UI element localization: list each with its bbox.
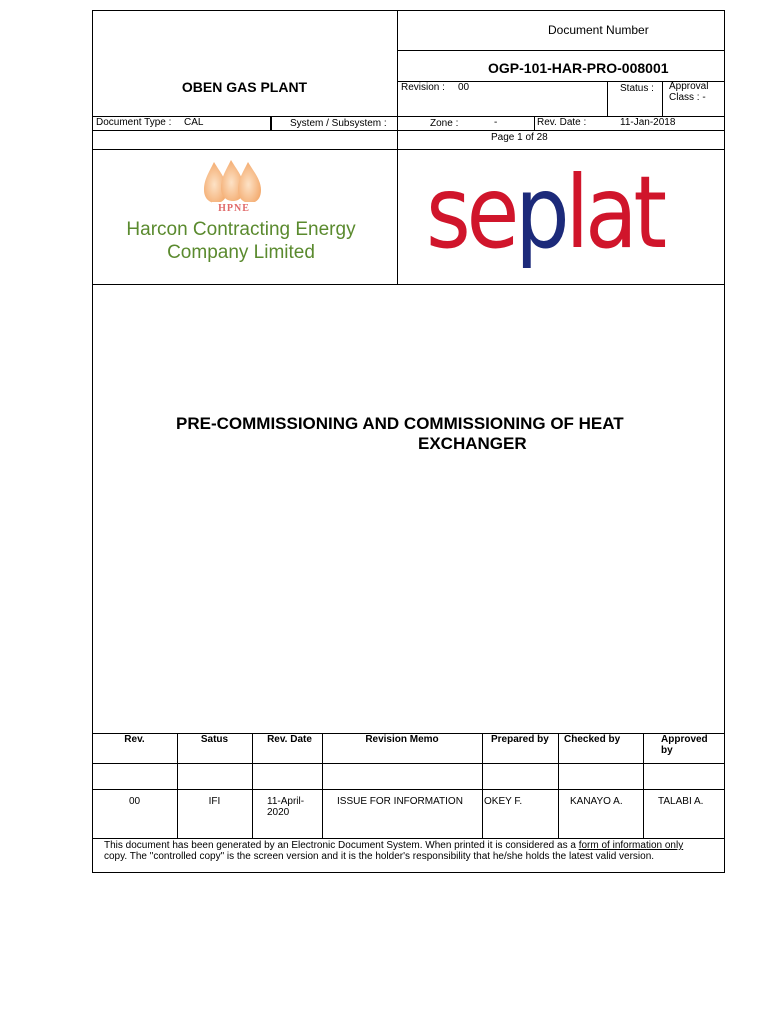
rule-col-status bbox=[177, 733, 178, 838]
rule-table-bottom bbox=[92, 838, 725, 839]
rule-col-checked bbox=[558, 733, 559, 838]
harcon-flame-logo bbox=[200, 158, 270, 216]
rule-revdate bbox=[534, 116, 535, 130]
rule-col-date bbox=[252, 733, 253, 838]
seplat-logo-p: p bbox=[515, 154, 566, 271]
document-title-line1: PRE-COMMISSIONING AND COMMISSIONING OF HEAT bbox=[176, 414, 624, 433]
row-approved-by: TALABI A. bbox=[658, 796, 704, 807]
rule-col-memo bbox=[322, 733, 323, 838]
col-header-prepared-by: Prepared by bbox=[491, 734, 549, 745]
rule-docnum bbox=[397, 50, 725, 51]
zone-label: Zone : bbox=[430, 118, 459, 129]
rule-col-prepared bbox=[482, 733, 483, 838]
seplat-logo bbox=[426, 148, 663, 278]
rule-doctype-bottom bbox=[92, 130, 725, 131]
row-status: IFI bbox=[208, 796, 221, 807]
row-rev: 00 bbox=[128, 796, 141, 807]
seplat-logo-lat: lat bbox=[565, 154, 663, 271]
col-header-rev: Rev. bbox=[124, 734, 145, 745]
rule-col-approved bbox=[643, 733, 644, 838]
col-header-approved-by-line2: by bbox=[661, 745, 673, 756]
rule-table-header bbox=[92, 763, 725, 764]
col-header-approved-by: Approved bbox=[661, 734, 708, 745]
col-header-rev-date: Rev. Date bbox=[267, 734, 312, 745]
document-title-line2: EXCHANGER bbox=[418, 434, 527, 453]
rev-date-value: 11-Jan-2018 bbox=[620, 117, 676, 128]
revision-value: 00 bbox=[458, 82, 470, 93]
rev-date-label: Rev. Date : bbox=[537, 117, 587, 128]
approval-class-label: Class : - bbox=[669, 92, 706, 103]
col-header-status: Satus bbox=[200, 734, 229, 745]
row-date-line2: 2020 bbox=[267, 807, 290, 818]
harcon-name-line2: Company Limited bbox=[167, 242, 315, 263]
col-header-checked-by: Checked by bbox=[564, 734, 621, 745]
document-type-label: Document Type : bbox=[96, 117, 172, 128]
page-number: Page 1 of 28 bbox=[491, 132, 548, 143]
rule-doctype bbox=[270, 116, 272, 130]
revision-label: Revision : bbox=[401, 82, 445, 93]
plant-name: OBEN GAS PLANT bbox=[181, 79, 308, 95]
footer-note-line2: copy. The "controlled copy" is the screen version and it is the holder's responsibility that he/she holds the latest valid version. bbox=[104, 851, 655, 862]
document-number-label: Document Number bbox=[548, 23, 649, 37]
document-number: OGP-101-HAR-PRO-008001 bbox=[488, 60, 669, 76]
approval-label: Approval bbox=[669, 81, 709, 92]
row-prepared-by: OKEY F. bbox=[484, 796, 523, 807]
harcon-mark-text: HPNE bbox=[218, 203, 250, 214]
seplat-logo-se: se bbox=[426, 154, 516, 271]
row-memo: ISSUE FOR INFORMATION bbox=[337, 796, 463, 807]
rule-center-vertical bbox=[397, 10, 398, 284]
col-header-revision-memo: Revision Memo bbox=[365, 734, 439, 745]
document-type-value: CAL bbox=[184, 117, 204, 128]
rule-logo-bottom bbox=[92, 284, 725, 285]
footer-note-text: This document has been generated by an Electronic Document System. When printed it is considered as a bbox=[104, 840, 579, 851]
system-subsystem-label: System / Subsystem : bbox=[290, 118, 387, 129]
rule-approval bbox=[662, 81, 663, 116]
row-checked-by: KANAYO A. bbox=[570, 796, 623, 807]
zone-value: - bbox=[494, 117, 498, 128]
harcon-name-line1: Harcon Contracting Energy bbox=[126, 219, 356, 240]
status-label: Status : bbox=[620, 83, 654, 94]
footer-note-underlined: form of information only bbox=[578, 840, 684, 851]
row-date-line1: 11-April- bbox=[267, 796, 305, 807]
rule-table-empty bbox=[92, 789, 725, 790]
rule-status bbox=[607, 81, 608, 116]
